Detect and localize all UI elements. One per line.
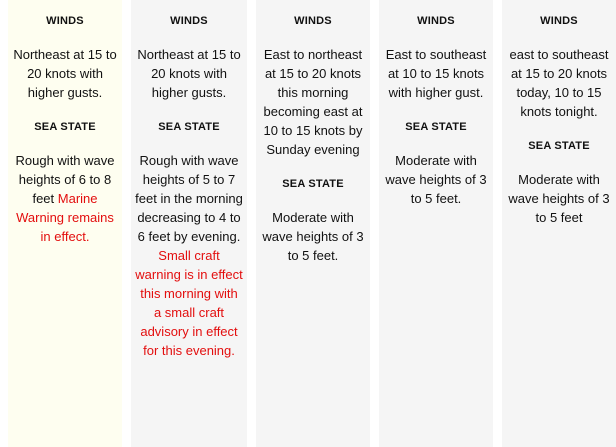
winds-text: Northeast at 15 to 20 knots with higher gusts.: [13, 47, 117, 100]
sea-state-heading: SEA STATE: [34, 121, 96, 133]
sea-state-text: Moderate with wave heights of 3 to 5 feet: [508, 172, 610, 225]
marine-warning-text: Marine Warning remains in effect.: [16, 191, 114, 244]
winds-text: East to northeast at 15 to 20 knots this morning becoming east at 10 to 15 knots by Sunday evening: [263, 47, 363, 157]
sea-state-heading: SEA STATE: [405, 121, 467, 133]
forecast-column-day-4: [379, 0, 493, 447]
sea-state-heading: SEA STATE: [282, 178, 344, 190]
winds-heading: WINDS: [46, 15, 84, 27]
winds-heading: WINDS: [170, 15, 208, 27]
sea-state-heading: SEA STATE: [528, 140, 590, 152]
forecast-column-day-3: [256, 0, 370, 447]
forecast-column-day-2: [131, 0, 247, 447]
sea-state-text: [135, 151, 243, 360]
sea-state-description: Rough with wave heights of 5 to 7 feet in the morning decreasing to 4 to 6 feet by evening.: [135, 153, 243, 244]
sea-state-heading: SEA STATE: [158, 121, 220, 133]
forecast-column-day-5: [502, 0, 616, 447]
winds-heading: WINDS: [294, 15, 332, 27]
sea-state-text: Moderate with wave heights of 3 to 5 feet.: [262, 210, 364, 263]
winds-text: East to southeast at 10 to 15 knots with higher gust.: [385, 47, 487, 100]
sea-state-text: [12, 151, 118, 246]
winds-text: east to southeast at 15 to 20 knots today, 10 to 15 knots tonight.: [509, 47, 609, 119]
sea-state-description: Rough with wave heights of 6 to 8 feet: [15, 153, 115, 206]
small-craft-warning-text: Small craft warning is in effect this morning with a small craft advisory in effect for this evening.: [135, 248, 243, 358]
winds-heading: WINDS: [417, 15, 455, 27]
forecast-column-day-1: [8, 0, 122, 447]
sea-state-text: Moderate with wave heights of 3 to 5 feet.: [385, 153, 487, 206]
winds-text: Northeast at 15 to 20 knots with higher gusts.: [137, 47, 241, 100]
winds-heading: WINDS: [540, 15, 578, 27]
